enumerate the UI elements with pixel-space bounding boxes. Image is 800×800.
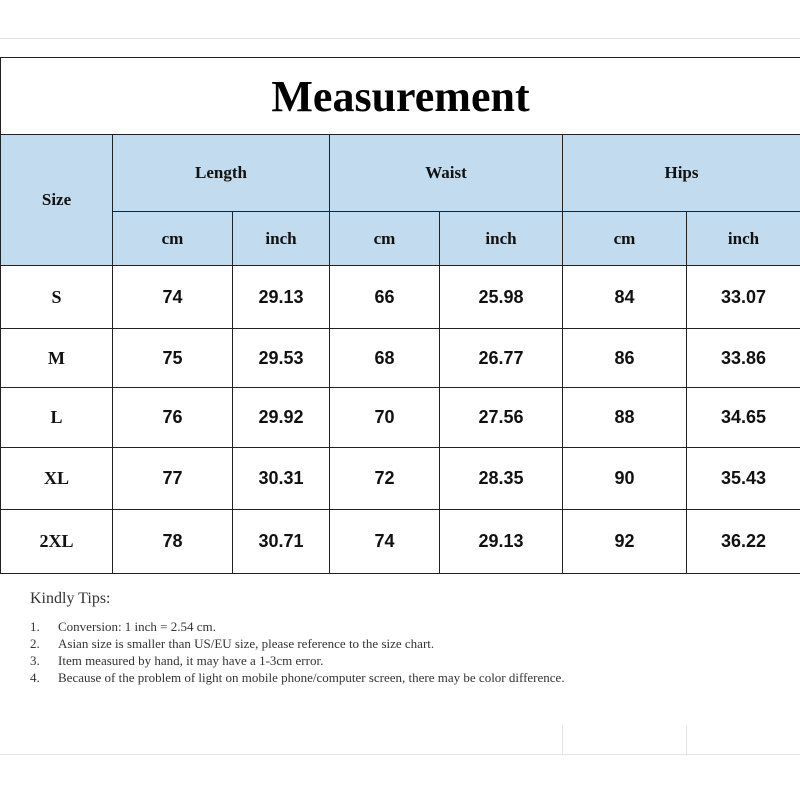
table-cell: 84 bbox=[563, 266, 687, 329]
table-cell: 75 bbox=[113, 329, 233, 388]
tip-number: 2. bbox=[30, 636, 40, 651]
table-row bbox=[1, 329, 800, 388]
table-row bbox=[1, 510, 800, 574]
unit-header: inch bbox=[687, 212, 800, 266]
table-row bbox=[1, 388, 800, 448]
tip-text: Because of the problem of light on mobile phone/computer screen, there may be color difference. bbox=[58, 670, 565, 685]
table-cell: 70 bbox=[330, 388, 440, 448]
tips-heading: Kindly Tips: bbox=[30, 590, 111, 607]
table-cell: 66 bbox=[330, 266, 440, 329]
waist-header: Waist bbox=[330, 135, 563, 212]
unit-header: inch bbox=[233, 212, 330, 266]
kindly-tips bbox=[30, 590, 770, 686]
table-cell: 29.53 bbox=[233, 329, 330, 388]
size-label: M bbox=[1, 329, 113, 388]
bottom-divider-tick bbox=[686, 725, 687, 755]
table-row bbox=[1, 448, 800, 510]
list-item bbox=[30, 669, 770, 686]
table-cell: 86 bbox=[563, 329, 687, 388]
table-cell: 36.22 bbox=[687, 510, 800, 574]
bottom-divider bbox=[0, 754, 800, 755]
table-cell: 92 bbox=[563, 510, 687, 574]
list-item bbox=[30, 652, 770, 669]
table-row bbox=[1, 266, 800, 329]
table-title: Measurement bbox=[1, 58, 800, 135]
table-cell: 33.07 bbox=[687, 266, 800, 329]
unit-header: inch bbox=[440, 212, 563, 266]
tip-number: 3. bbox=[30, 653, 40, 668]
size-label: L bbox=[1, 388, 113, 448]
table-cell: 26.77 bbox=[440, 329, 563, 388]
unit-header: cm bbox=[113, 212, 233, 266]
table-cell: 90 bbox=[563, 448, 687, 510]
table-cell: 29.13 bbox=[440, 510, 563, 574]
tips-list bbox=[30, 618, 770, 686]
table-cell: 25.98 bbox=[440, 266, 563, 329]
size-label: S bbox=[1, 266, 113, 329]
tip-text: Asian size is smaller than US/EU size, please reference to the size chart. bbox=[58, 636, 435, 651]
top-divider bbox=[0, 38, 800, 39]
table-cell: 27.56 bbox=[440, 388, 563, 448]
table-cell: 74 bbox=[330, 510, 440, 574]
table-cell: 28.35 bbox=[440, 448, 563, 510]
list-item bbox=[30, 635, 770, 652]
table-cell: 34.65 bbox=[687, 388, 800, 448]
table-cell: 30.71 bbox=[233, 510, 330, 574]
table-cell: 33.86 bbox=[687, 329, 800, 388]
table-cell: 29.92 bbox=[233, 388, 330, 448]
table-cell: 30.31 bbox=[233, 448, 330, 510]
table-cell: 29.13 bbox=[233, 266, 330, 329]
size-label: XL bbox=[1, 448, 113, 510]
length-header: Length bbox=[113, 135, 330, 212]
size-header: Size bbox=[1, 135, 113, 266]
unit-header: cm bbox=[563, 212, 687, 266]
size-label: 2XL bbox=[1, 510, 113, 574]
table-cell: 88 bbox=[563, 388, 687, 448]
unit-header: cm bbox=[330, 212, 440, 266]
table-cell: 76 bbox=[113, 388, 233, 448]
measurement-table bbox=[0, 57, 800, 574]
list-item bbox=[30, 618, 770, 635]
table-cell: 35.43 bbox=[687, 448, 800, 510]
table-cell: 78 bbox=[113, 510, 233, 574]
tip-number: 4. bbox=[30, 670, 40, 685]
table-cell: 77 bbox=[113, 448, 233, 510]
tip-text: Conversion: 1 inch = 2.54 cm. bbox=[58, 619, 216, 634]
hips-header: Hips bbox=[563, 135, 800, 212]
table-cell: 74 bbox=[113, 266, 233, 329]
tip-number: 1. bbox=[30, 619, 40, 634]
table-cell: 72 bbox=[330, 448, 440, 510]
bottom-divider-tick bbox=[562, 725, 563, 755]
table-cell: 68 bbox=[330, 329, 440, 388]
tip-text: Item measured by hand, it may have a 1-3cm error. bbox=[58, 653, 324, 668]
